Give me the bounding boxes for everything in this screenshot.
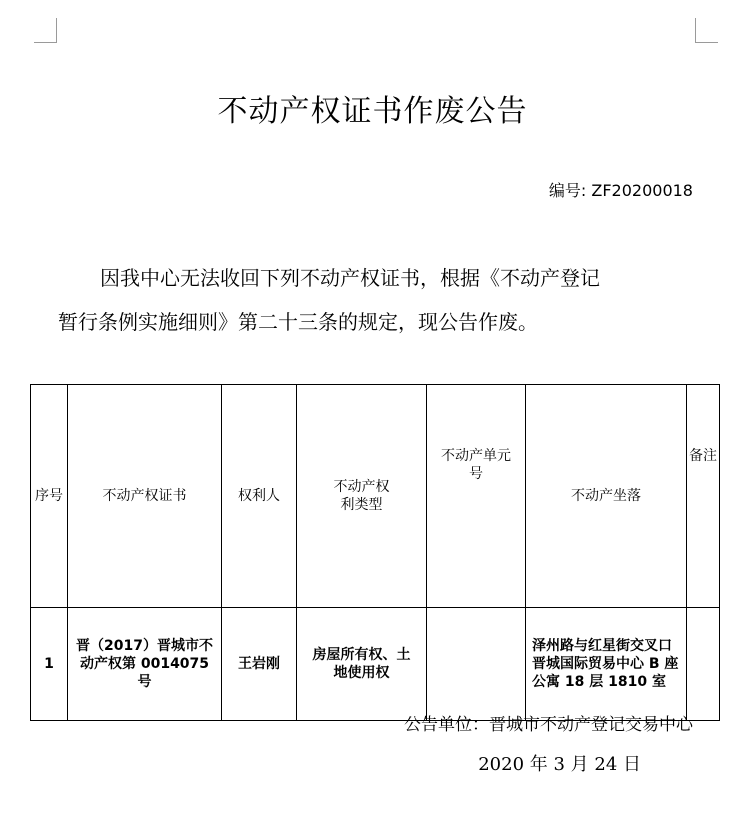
body-line-2: 暂行条例实施细则》第二十三条的规定，现公告作废。: [58, 310, 538, 334]
cell-remark: [687, 608, 720, 721]
void-certificate-table: [30, 384, 720, 721]
page-corner-mark-top-left: [34, 18, 57, 43]
announcement-body: [58, 256, 698, 344]
header-unit-no: 不动产单元号: [427, 385, 526, 608]
cell-certificate: 晋（2017）晋城市不动产权第 0014075 号: [68, 608, 222, 721]
document-title: 不动产权证书作废公告: [217, 94, 528, 129]
document-number: 编号: ZF20200018: [548, 181, 693, 200]
cell-unit-no: [427, 608, 526, 721]
cell-location: 泽州路与红星街交叉口晋城国际贸易中心 B 座公寓 18 层 1810 室: [526, 608, 687, 721]
body-line-1: 因我中心无法收回下列不动产权证书，根据《不动产登记: [100, 266, 600, 290]
header-seq: 序号: [31, 385, 68, 608]
announcement-date: 2020 年 3 月 24 日: [478, 754, 641, 775]
header-location: 不动产坐落: [526, 385, 687, 608]
header-holder: 权利人: [222, 385, 297, 608]
announcing-unit: 公告单位：晋城市不动产登记交易中心: [404, 715, 693, 735]
header-right-type: 不动产权利类型: [297, 385, 427, 608]
header-remark: 备注: [687, 385, 720, 608]
cell-right-type: 房屋所有权、土地使用权: [297, 608, 427, 721]
page-corner-mark-top-right: [695, 18, 718, 43]
table-row: [31, 608, 720, 721]
cell-holder: 王岩刚: [222, 608, 297, 721]
table-header-row: [31, 385, 720, 608]
header-certificate: 不动产权证书: [68, 385, 222, 608]
cell-seq: 1: [31, 608, 68, 721]
